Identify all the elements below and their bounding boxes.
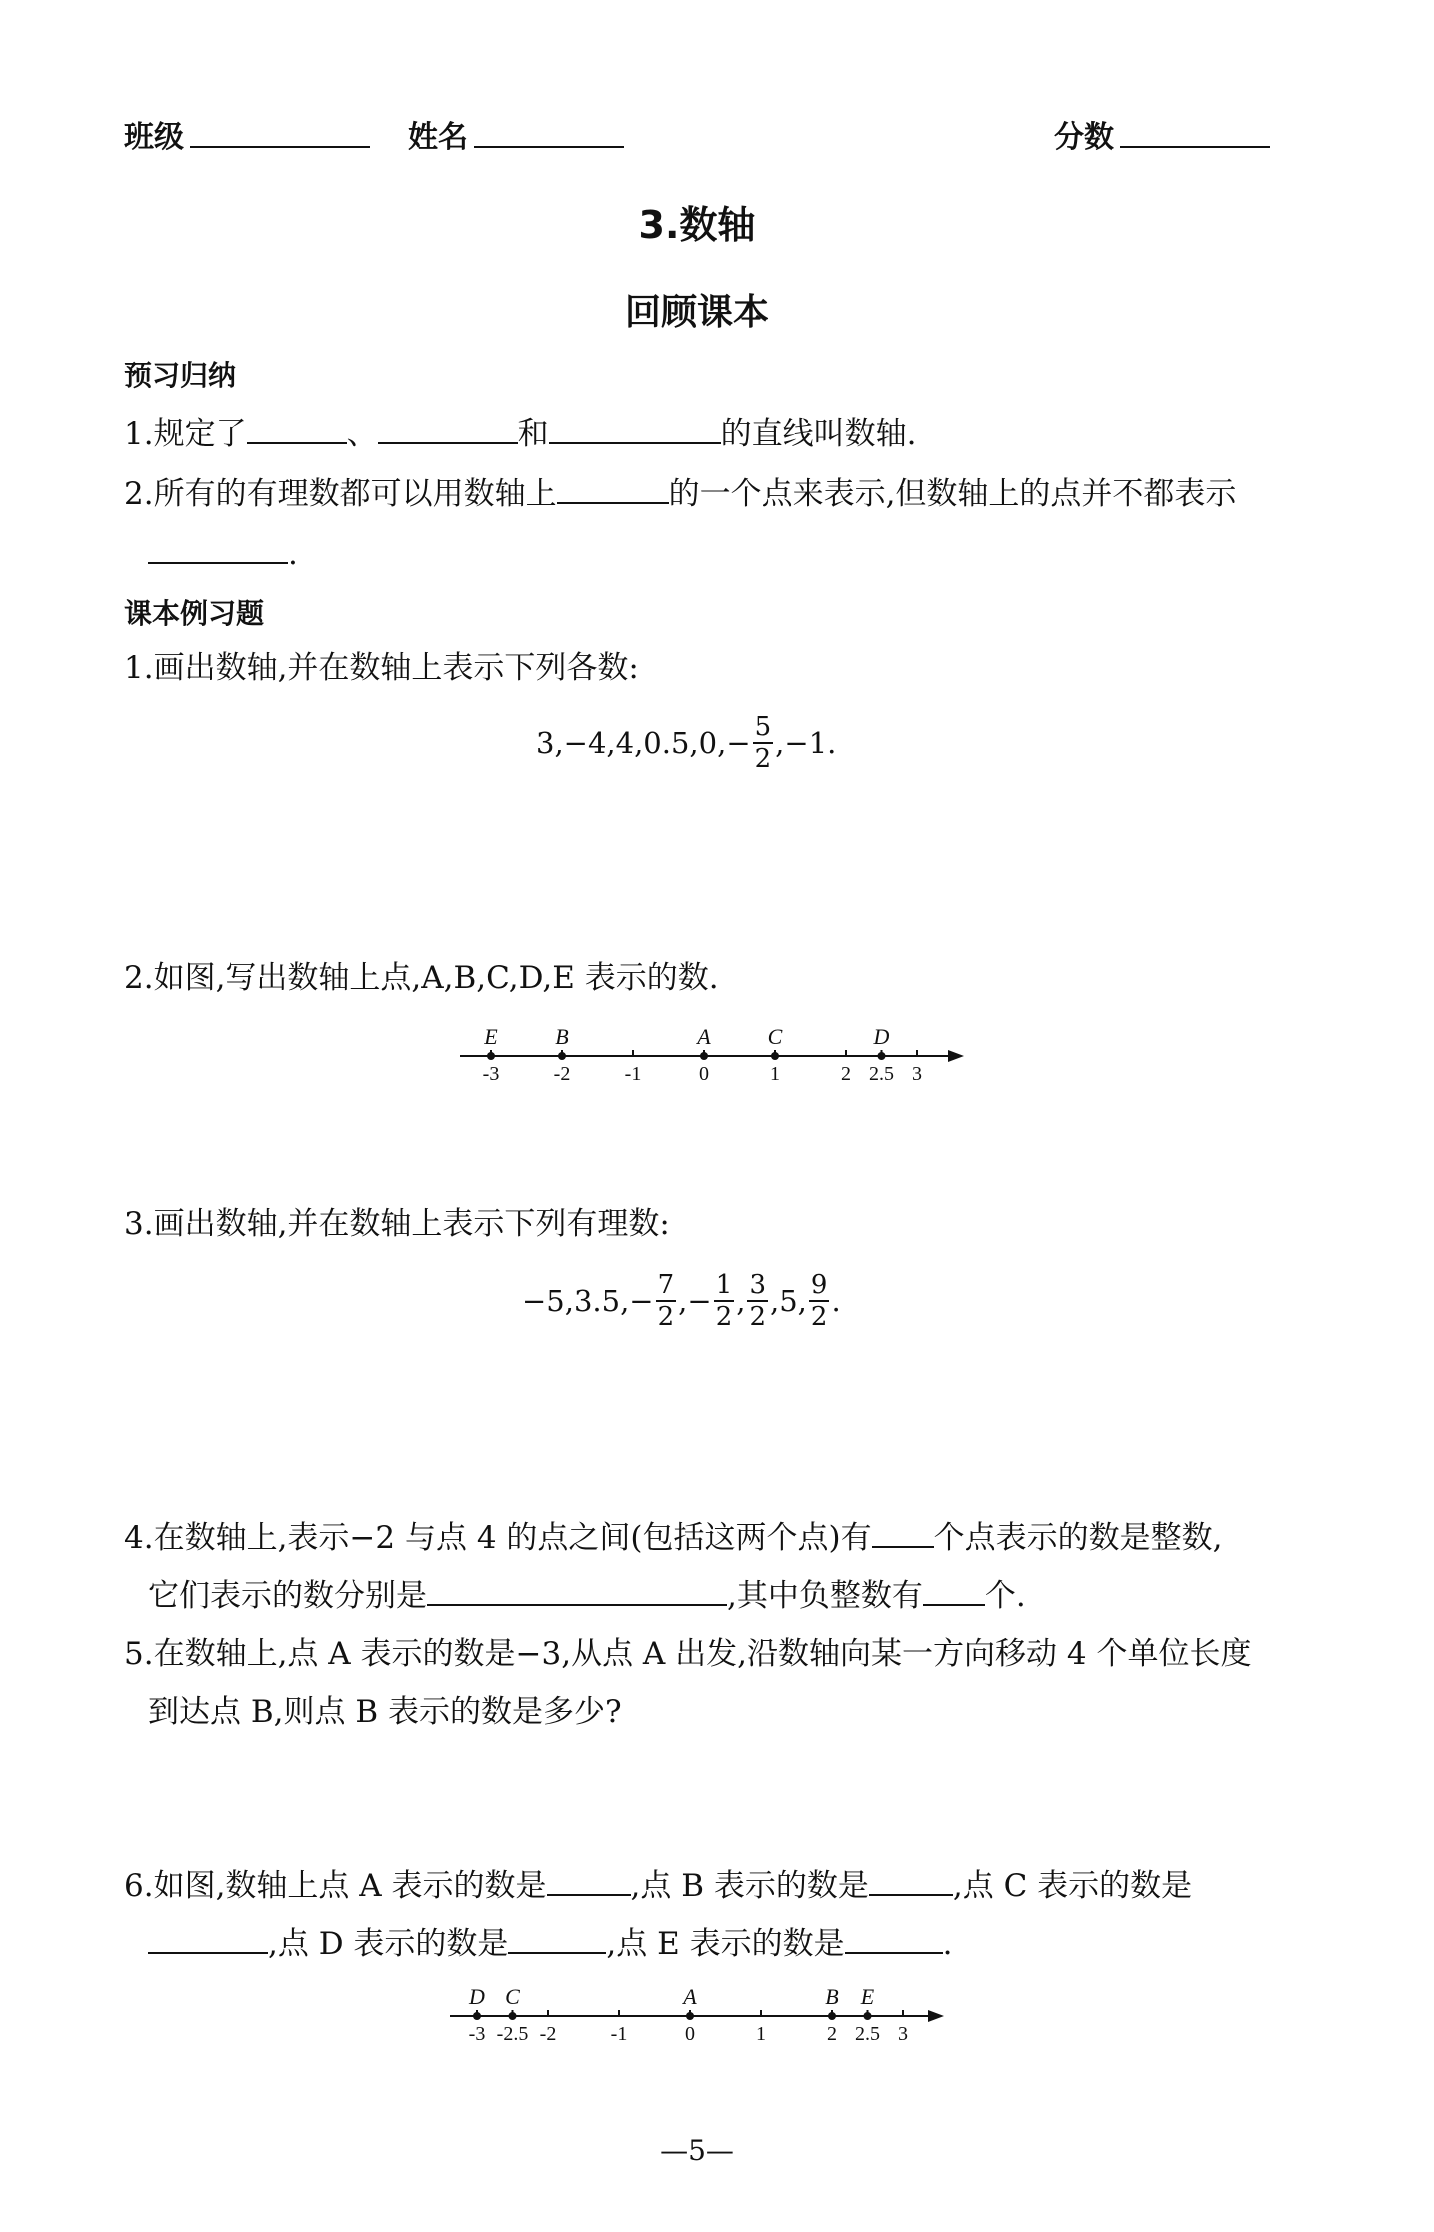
axis-point [686, 2012, 694, 2020]
denominator: 2 [810, 1302, 828, 1332]
tick-label: 1 [770, 1063, 780, 1085]
axis-point [878, 1052, 886, 1060]
q4-text-e: 个. [984, 1578, 1026, 1614]
point-label: D [873, 1024, 890, 1049]
page-subtitle: 回顾课本 [624, 292, 769, 333]
q4-text-b: 个点表示的数是整数, [933, 1520, 1223, 1556]
denominator: 2 [715, 1302, 733, 1332]
formula-text: ,− [678, 1284, 712, 1318]
formula-text: . [831, 1284, 841, 1318]
question-2-1: 1.画出数轴,并在数轴上表示下列各数: [124, 650, 639, 686]
blank[interactable] [872, 1516, 934, 1548]
axis-point [864, 2012, 872, 2020]
section-heading-examples: 课本例习题 [124, 597, 265, 630]
blank[interactable] [549, 412, 721, 444]
tick-label: 0 [699, 1063, 709, 1085]
q1-text-c: 和 [517, 416, 549, 452]
fraction [714, 1270, 735, 1332]
point-label: E [484, 1024, 498, 1049]
q2-text-a: 2.所有的有理数都可以用数轴上 [124, 476, 557, 512]
blank[interactable] [378, 412, 518, 444]
question-2-4 [124, 1516, 1222, 1558]
tick-label: -2 [539, 2023, 557, 2045]
axis-point [487, 1052, 495, 1060]
numerator: 3 [749, 1270, 766, 1300]
name-label: 姓名 [408, 120, 468, 155]
formula-2-1 [536, 712, 836, 774]
section-heading-preview: 预习归纳 [124, 359, 237, 392]
tick-label: 0 [685, 2023, 695, 2045]
axis-point [509, 2012, 517, 2020]
fraction [809, 1270, 830, 1332]
blank[interactable] [508, 1922, 606, 1954]
denominator: 2 [754, 744, 772, 774]
formula-text: −5,3.5,− [522, 1284, 654, 1318]
formula-2-3 [522, 1270, 841, 1332]
formula-text: , [736, 1284, 746, 1318]
question-1-2-cont [148, 532, 298, 574]
tick-label: 2.5 [855, 2023, 880, 2045]
blank[interactable] [923, 1574, 985, 1606]
point-label: D [469, 1984, 485, 2009]
q2-text-c: . [288, 536, 298, 572]
numerator: 5 [754, 712, 772, 742]
question-1-1 [124, 412, 916, 454]
q6-text-e: ,点 E 表示的数是 [606, 1926, 845, 1962]
point-label: E [860, 1984, 875, 2009]
q4-text-d: ,其中负整数有 [727, 1578, 923, 1614]
q6-text-d: ,点 D 表示的数是 [268, 1926, 509, 1962]
point-label: B [825, 1984, 839, 2009]
blank[interactable] [845, 1922, 943, 1954]
name-blank[interactable] [474, 146, 624, 148]
page-title: 3.数轴 [638, 203, 756, 247]
q1-text-d: 的直线叫数轴. [720, 416, 917, 452]
question-2-6 [124, 1864, 1192, 1906]
question-2-6-cont [148, 1922, 952, 1964]
q1-text-a: 1.规定了 [124, 416, 247, 452]
q6-text-a: 6.如图,数轴上点 A 表示的数是 [124, 1868, 547, 1904]
q6-text-b: ,点 B 表示的数是 [630, 1868, 869, 1904]
axis-point [473, 2012, 481, 2020]
fraction [753, 712, 774, 774]
tick-label: -1 [610, 2023, 628, 2045]
denominator: 2 [749, 1302, 766, 1332]
question-2-5-cont: 到达点 B,则点 B 表示的数是多少? [148, 1694, 622, 1730]
blank[interactable] [148, 1922, 268, 1954]
axis-point [558, 1052, 566, 1060]
tick-label: -1 [624, 1063, 642, 1085]
tick-label: 1 [756, 2023, 766, 2045]
tick-label: 3 [898, 2023, 908, 2045]
tick-label: 2 [841, 1063, 851, 1085]
formula-text: 3,−4,4,0.5,0,− [536, 726, 751, 760]
blank[interactable] [557, 472, 669, 504]
fraction [747, 1270, 768, 1332]
tick-label: 3 [912, 1063, 922, 1085]
q4-text-c: 它们表示的数分别是 [148, 1578, 427, 1614]
class-blank[interactable] [190, 146, 370, 148]
numerator: 9 [810, 1270, 828, 1300]
point-label: C [505, 1984, 520, 2009]
axis-point [700, 1052, 708, 1060]
numerator: 7 [657, 1270, 675, 1300]
denominator: 2 [657, 1302, 675, 1332]
axis-point [828, 2012, 836, 2020]
page-number: —5— [660, 2134, 734, 2167]
fraction [656, 1270, 677, 1332]
blank[interactable] [148, 532, 288, 564]
number-line-2-6 [430, 1970, 970, 2060]
numerator: 1 [715, 1270, 733, 1300]
q2-text-b: 的一个点来表示,但数轴上的点并不都表示 [668, 476, 1237, 512]
q6-text-c: ,点 C 表示的数是 [952, 1868, 1193, 1904]
axis-arrow [948, 1050, 964, 1062]
point-label: A [697, 1024, 711, 1049]
point-label: B [555, 1024, 569, 1049]
question-2-3: 3.画出数轴,并在数轴上表示下列有理数: [124, 1206, 670, 1242]
blank[interactable] [247, 412, 347, 444]
formula-text: ,−1. [775, 726, 837, 760]
number-line-2-2 [440, 1010, 980, 1100]
class-label: 班级 [124, 120, 184, 155]
score-label: 分数 [1054, 120, 1114, 155]
question-2-2: 2.如图,写出数轴上点,A,B,C,D,E 表示的数. [124, 960, 719, 996]
q4-text-a: 4.在数轴上,表示−2 与点 4 的点之间(包括这两个点)有 [124, 1520, 872, 1556]
tick-label: 2.5 [869, 1063, 894, 1085]
tick-label: -3 [468, 2023, 486, 2045]
tick-label: -2.5 [496, 2023, 529, 2045]
blank[interactable] [869, 1864, 953, 1896]
blank[interactable] [427, 1574, 727, 1606]
tick-label: -3 [482, 1063, 500, 1085]
q6-text-f: . [942, 1926, 953, 1962]
question-2-5: 5.在数轴上,点 A 表示的数是−3,从点 A 出发,沿数轴向某一方向移动 4 个单位长度 [124, 1636, 1252, 1672]
axis-arrow [928, 2010, 944, 2022]
score-blank[interactable] [1120, 146, 1270, 148]
question-2-4-cont [148, 1574, 1026, 1616]
axis-point [771, 1052, 779, 1060]
question-1-2 [124, 472, 1236, 514]
tick-label: 2 [827, 2023, 837, 2045]
formula-text: ,5, [770, 1284, 807, 1318]
q1-text-b: 、 [346, 416, 378, 452]
blank[interactable] [547, 1864, 631, 1896]
point-label: C [767, 1024, 783, 1049]
tick-label: -2 [553, 1063, 571, 1085]
point-label: A [683, 1984, 697, 2009]
